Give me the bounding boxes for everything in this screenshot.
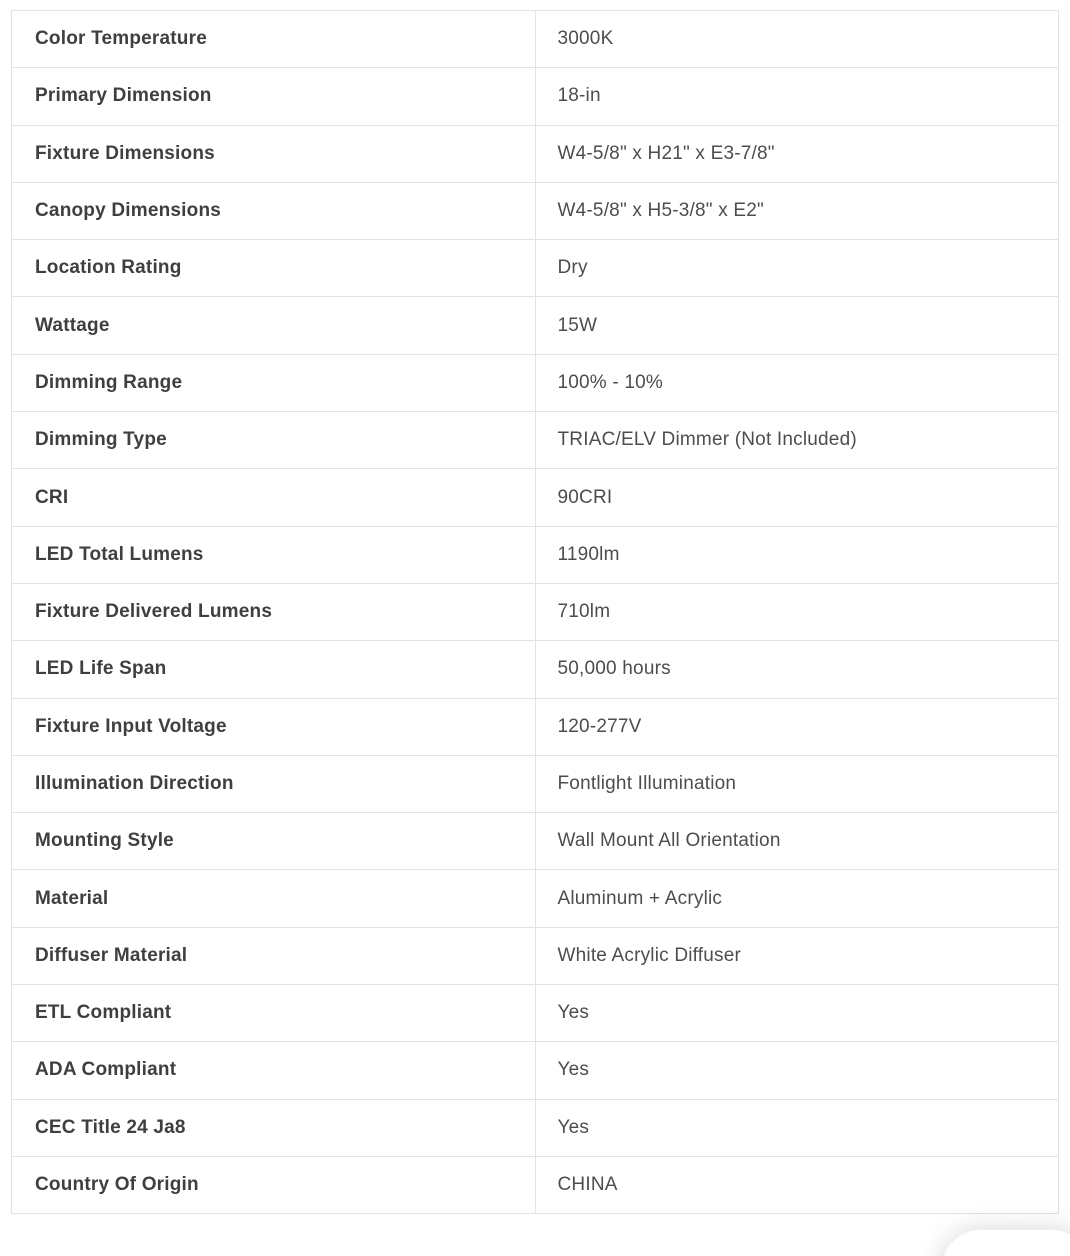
spec-label: Primary Dimension [12,68,536,125]
spec-value: 3000K [535,11,1059,68]
table-row [12,985,1059,1042]
spec-value: Yes [535,1099,1059,1156]
spec-value: White Acrylic Diffuser [535,927,1059,984]
table-row [12,11,1059,68]
spec-label: ADA Compliant [12,1042,536,1099]
spec-label: Mounting Style [12,813,536,870]
spec-label: LED Life Span [12,641,536,698]
table-row [12,412,1059,469]
spec-value: Yes [535,985,1059,1042]
table-row [12,870,1059,927]
table-row [12,1099,1059,1156]
spec-label: Country Of Origin [12,1156,536,1213]
spec-value: 90CRI [535,469,1059,526]
table-row [12,1156,1059,1213]
table-row [12,813,1059,870]
spec-label: Wattage [12,297,536,354]
table-row [12,354,1059,411]
spec-label: Location Rating [12,240,536,297]
spec-label: Diffuser Material [12,927,536,984]
table-row [12,297,1059,354]
spec-label: Canopy Dimensions [12,182,536,239]
spec-label: CEC Title 24 Ja8 [12,1099,536,1156]
spec-value: 100% - 10% [535,354,1059,411]
table-row [12,641,1059,698]
spec-value: CHINA [535,1156,1059,1213]
spec-value: 120-277V [535,698,1059,755]
table-row [12,526,1059,583]
spec-label: Dimming Range [12,354,536,411]
spec-value: TRIAC/ELV Dimmer (Not Included) [535,412,1059,469]
spec-value: Wall Mount All Orientation [535,813,1059,870]
spec-label: Dimming Type [12,412,536,469]
spec-label: Fixture Delivered Lumens [12,583,536,640]
spec-label: ETL Compliant [12,985,536,1042]
table-row [12,583,1059,640]
spec-value: 50,000 hours [535,641,1059,698]
spec-label: CRI [12,469,536,526]
spec-value: 710lm [535,583,1059,640]
table-row [12,240,1059,297]
specifications-table [11,10,1059,1214]
table-row [12,125,1059,182]
table-row [12,755,1059,812]
chat-widget-button[interactable] [942,1230,1070,1256]
table-row [12,68,1059,125]
spec-label: Illumination Direction [12,755,536,812]
spec-label: Fixture Dimensions [12,125,536,182]
spec-label: Color Temperature [12,11,536,68]
spec-value: W4-5/8" x H21" x E3-7/8" [535,125,1059,182]
spec-value: Aluminum + Acrylic [535,870,1059,927]
spec-value: Dry [535,240,1059,297]
spec-value: W4-5/8" x H5-3/8" x E2" [535,182,1059,239]
table-row [12,469,1059,526]
table-row [12,698,1059,755]
spec-value: Fontlight Illumination [535,755,1059,812]
table-row [12,1042,1059,1099]
spec-value: Yes [535,1042,1059,1099]
spec-value: 15W [535,297,1059,354]
spec-value: 18-in [535,68,1059,125]
spec-label: LED Total Lumens [12,526,536,583]
spec-label: Fixture Input Voltage [12,698,536,755]
spec-label: Material [12,870,536,927]
table-row [12,182,1059,239]
spec-value: 1190lm [535,526,1059,583]
table-row [12,927,1059,984]
